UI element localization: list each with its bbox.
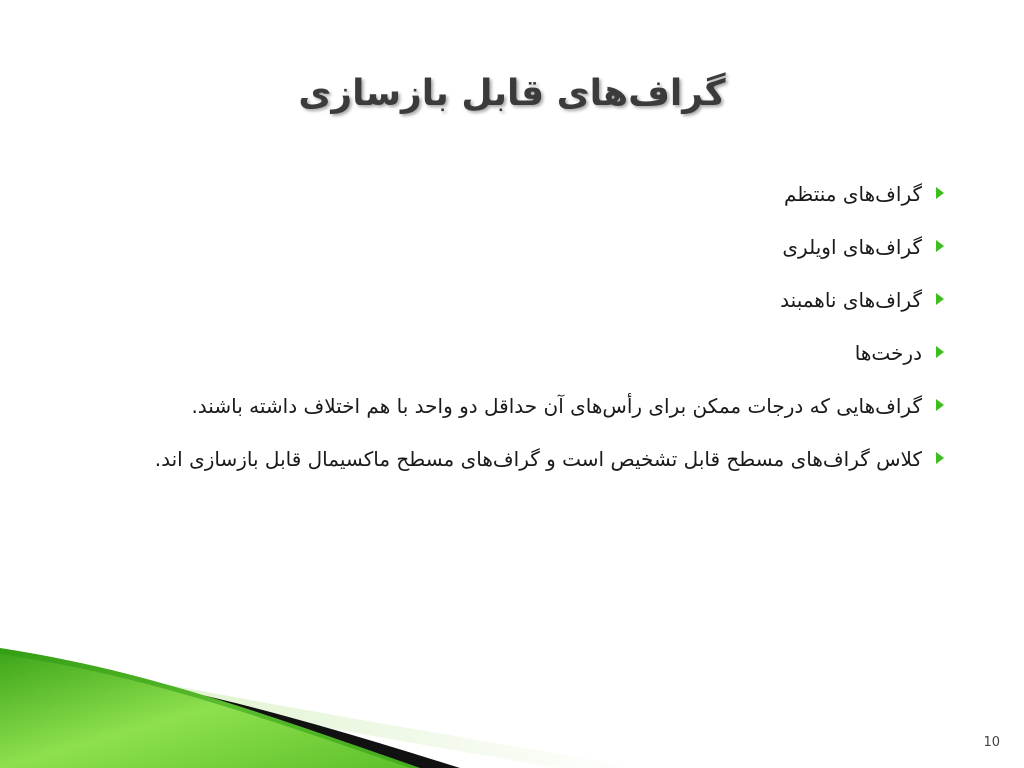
bullet-item-degree-difference: [48, 382, 948, 430]
bullet-text: گراف‌های منتظم: [784, 182, 922, 206]
bullet-item-planar-graphs: [48, 435, 948, 483]
green-arrow-bullet-icon: [936, 240, 944, 252]
bullet-item-eulerian-graphs: [48, 223, 948, 271]
green-arrow-bullet-icon: [936, 452, 944, 464]
bullet-list: [48, 170, 948, 488]
green-arrow-bullet-icon: [936, 399, 944, 411]
swoosh-green-band: [0, 648, 420, 768]
green-arrow-bullet-icon: [936, 187, 944, 199]
slide-title: گراف‌های قابل بازسازی: [298, 73, 726, 114]
bullet-text: گراف‌های ناهمبند: [780, 288, 922, 312]
slide-number: 10: [983, 735, 1000, 750]
bullet-text: درخت‌ها: [854, 341, 922, 365]
bullet-item-regular-graphs: [48, 170, 948, 218]
bullet-item-disconnected-graphs: [48, 276, 948, 324]
bullet-text: گراف‌های اویلری: [782, 235, 922, 259]
green-arrow-bullet-icon: [936, 293, 944, 305]
bullet-text: کلاس گراف‌های مسطح قابل تشخیص است و گراف‌های مسطح ماکسیمال قابل بازسازی اند.: [154, 447, 922, 471]
bullet-text: گراف‌هایی که درجات ممکن برای رأس‌های آن حداقل دو واحد با هم اختلاف داشته باشند.: [191, 394, 922, 418]
green-arrow-bullet-icon: [936, 346, 944, 358]
bullet-item-trees: [48, 329, 948, 377]
